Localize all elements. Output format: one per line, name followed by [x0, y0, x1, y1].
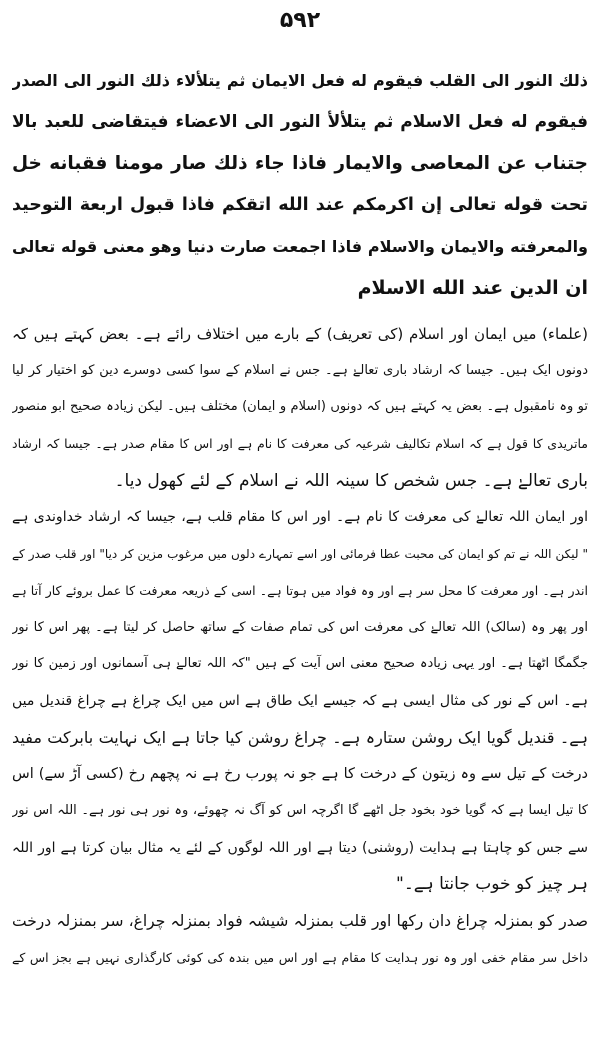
urdu-line: تو وہ نامقبول ہے۔ بعض یہ کہتے ہیں کہ دونوں (اسلام و ایمان) مختلف ہیں۔ لیکن زیادہ صحیح ابو منصور [12, 399, 588, 415]
urdu-text-block [12, 316, 588, 976]
urdu-line: ہر چیز کو خوب جانتا ہے۔" [396, 874, 588, 895]
urdu-line: ہے۔ اس کے نور کی مثال ایسی ہے کہ جیسے ایک طاق ہے اس میں ایک چراغ ہے چراغ قندیل میں [12, 692, 588, 709]
urdu-line: اندر ہے۔ اور معرفت کا محل سر ہے اور وہ فواد میں ہوتا ہے۔ اسی کے ذریعہ معرفت کا عمل بروئے کار آتا ہے [12, 582, 588, 598]
urdu-line: دونوں ایک ہیں۔ جیسا کہ ارشاد باری تعالےٰ ہے۔ جس نے اسلام کے سوا کسی دوسرے دین کو اختیار کر لیا [12, 362, 588, 378]
urdu-line: اور ایمان اللہ تعالےٰ کی معرفت کا نام ہے۔ اور اس کا مقام قلب ہے، جیسا کہ ارشاد خداوندی ہے [12, 509, 588, 526]
urdu-line: صدر کو بمنزلہ چراغ دان رکھا اور قلب بمنزلہ شیشہ فواد بمنزلہ چراغ، سر بمنزلہ درخت [12, 912, 588, 930]
arabic-line: ان الدين عند الله الاسلام [357, 276, 588, 299]
urdu-line: کا تیل ایسا ہے کہ گویا خود بخود جل اٹھے گا اگرچہ اس کو آگ نہ چھوئے، وہ نور ہی نور ہے۔ اللہ اس نور [12, 802, 588, 818]
arabic-line: فيقوم له فعل الاسلام ثم يتلألأ النور الى الاعضاء فيتقاضى للعبد بالا [12, 111, 588, 132]
urdu-line: سے جس کو چاہتا ہے ہدایت (روشنی) دیتا ہے اور اللہ لوگوں کے لئے یہ مثال بیان کرتا ہے اور اللہ [12, 839, 588, 856]
urdu-line: جگمگا اٹھتا ہے۔ اور یہی زیادہ صحیح معنی اس آیت کے ہیں "کہ اللہ تعالےٰ ہی آسمانوں اور زمین کا نور [12, 656, 588, 672]
page-number: ۵۹۲ [279, 8, 321, 33]
urdu-line: داخل سر مقام خفی اور وہ نور ہدایت کا مقام ہے اور اس میں بندہ کی کوئی کارگذاری نہیں ہے بجز اس کے [12, 949, 588, 965]
urdu-line: (علماء) میں ایمان اور اسلام (کی تعریف) کے بارے میں اختلاف رائے ہے۔ بعض کہتے ہیں کہ [12, 325, 588, 343]
urdu-line: " لیکن اللہ نے تم کو ایمان کی محبت عطا فرمائی اور اسے تمہارے دلوں میں مرغوب مزین کر دیا" اور قلب صدر کے [12, 547, 588, 562]
urdu-line: درخت کے تیل سے وہ زیتون کے درخت کا ہے جو نہ پورب رخ ہے نہ پچھم رخ (کسی آڑ سے) اس [12, 766, 588, 783]
arabic-line: والمعرفته والايمان والاسلام فاذا اجمعت صارت دنيا وهو معنى قوله تعالى [12, 237, 588, 256]
arabic-line: ذلك النور الى القلب فيقوم له فعل الايمان ثم يتلألاء ذلك النور الى الصدر [12, 71, 588, 90]
arabic-line: تحت قوله تعالى إن اكرمكم عند الله اتقكم فاذا قبول اربعة التوحيد [12, 194, 588, 215]
urdu-line: ماتریدی کا قول ہے کہ اسلام تکالیف شرعیہ کی معرفت کا نام ہے اور اس کا مقام صدر ہے۔ جیسا کہ ارشاد [12, 436, 588, 452]
urdu-line: اور پھر وہ (سالک) اللہ تعالےٰ کی معرفت اس کی تمام صفات کے ساتھ حاصل کر لیتا ہے۔ پھر اس کا نور [12, 619, 588, 635]
urdu-line: باری تعالےٰ ہے۔ جس شخص کا سینہ اللہ نے اسلام کے لئے کھول دیا۔ [114, 470, 588, 491]
urdu-line: ہے۔ قندیل گویا ایک روشن ستارہ ہے۔ چراغ روشن کیا جاتا ہے ایک نہایت بابرکت مفید [12, 727, 588, 747]
arabic-line: جتناب عن المعاصى والايمار فاذا جاء ذلك صار مومنا فقبانه خل [12, 153, 588, 174]
arabic-text-block [12, 60, 588, 309]
